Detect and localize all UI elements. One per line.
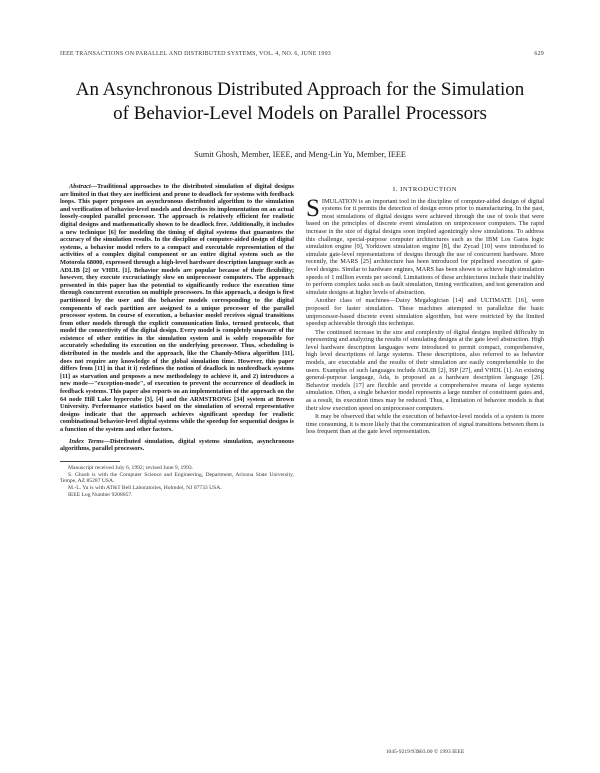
footnote-received: Manuscript received July 6, 1992; revised June 9, 1993. [68, 464, 194, 471]
index-terms-text: —Distributed simulation, digital systems simulation, asynchronous algorithms, parallel processors. [60, 437, 294, 453]
footnote-rule [60, 461, 120, 462]
footnote-author-ghosh: S. Ghosh is with the Computer Science and Engineering, Department, Arizona State University, Tempe, AZ 85287 USA. [60, 471, 294, 485]
intro-paragraph-text: IMULATION is an important tool in the discipline of computer-aided design of digital systems for it permits the detection of design errors prior to manufacturing. In the past, most simulations of digital designs were achieved through the use of tools that were based on the principles of discrete event simulation on uniprocessor computers. The rapid increase in the size of digital designs soon implied agonizingly slow simulations. To address this challenge, special-purpose computer architectures such as the IBM Los Gatos logic simulation engine [9], Yorktown simulation engine [8], the Zycad [10] were introduced to simulate gate-level representations of designs through the use of concurrent hardware. More recently, the MARS [25] architecture has been introduced for pipelined execution of gate-level designs. Similar to hardware engines, MARS has been shown to achieve high simulation speeds of 1 million events per second. Limitations of these architectures include their inability to perform complex tasks such as fault simulation, timing verification, and test generation and simulate designs at higher levels of abstraction. [306, 197, 544, 296]
footnote-author-yu: M.-L. Yu is with AT&T Bell Laboratories, Holmdel, NJ 07733 USA. [68, 485, 222, 492]
drop-cap: S [306, 194, 320, 222]
footnote-log-number: IEEE Log Number 9208857. [68, 491, 133, 498]
running-head [60, 51, 544, 57]
right-column [306, 183, 544, 436]
page-number: 629 [534, 51, 544, 57]
issn-line: 1045-9219/93$03.00 © 1993 IEEE [385, 749, 465, 755]
journal-name: IEEE TRANSACTIONS ON PARALLEL AND DISTRIBUTED SYSTEMS, VOL. 4, NO. 6, JUNE 1993 [60, 51, 331, 57]
body-paragraph: Another class of machines—Daisy Megalogician [14] and ULTIMATE [16], were proposed for faster simulation. These machines attempted to parallelize the basic uniprocessor-based discrete event simulation algorithm, but were restricted by the limited speedup achievable through this technique. [306, 297, 544, 328]
body-paragraph: It may be observed that while the execution of behavior-level models of a system is more time consuming, it is more likely that the communication of signal transitions between them is less frequent than at the gate level representation. [306, 413, 545, 436]
abstract-label: Abstract [69, 183, 91, 190]
left-column [60, 183, 294, 499]
index-terms-label: Index Terms [69, 437, 104, 445]
abstract [60, 183, 294, 434]
paper-authors: Sumit Ghosh, Member, IEEE, and Meng-Lin Yu, Member, IEEE [194, 150, 406, 159]
paper-title: An Asynchronous Distributed Approach for the Simulation of Behavior-Level Models on Parallel Processors [75, 79, 525, 124]
index-terms [60, 438, 294, 453]
body-paragraph: The continued increase in the size and complexity of digital designs implied difficulty in representing and analyzing the results of simulating designs at the gate level abstraction. High level hardware description languages were introduced to permit compact, comprehensive, high level descriptions of large systems. These descriptions, also referred to as behavior models, are executable and the results of their simulation are easily comprehensible to the users. Examples of such languages include ADLIB [2], ISP [27], and VHDL [1]. An existing general-purpose language, Ada, is proposed as a hardware description language [26]. Behavior models [17] are flexible and provide a comprehensive means of large systems simulation. Often, a single behavior model represents a large number of constituent gates and, as a result, its execution times may be reduced. Thus, a limitation of behavior models is that their slow execution speed on uniprocessor computers. [306, 328, 544, 412]
abstract-text: —Traditional approaches to the distributed simulation of digital designs are limited in that they are inefficient and prone to deadlock for systems with feedback loops. This paper proposes an asynchronous distributed algorithm to the simulation and verification of behavior-level models and describes its implementation on an actual loosely-coupled parallel processor. The approach is relatively efficient for realistic digital designs and mathematically shown to be deadlock free. Additionally, it includes a new technique [6] for modeling the timing of digital systems that guarantees the accuracy of the simulation results. In the discipline of computer-aided design of digital systems, a behavior model refers to a compact and executable representation of the activities of a complex digital component or an entire digital system such as the Motorola 68000, expressed through a high-level hardware description language such as ADLIB [2] or VHDL [1]. Behavior models are popular because of their flexibility; however, they execute excruciatingly slow on uniprocessor computers. The approach presented in this paper has the potential to significantly reduce the execution time through concurrent execution on multiple processors. In this approach, a design is first partitioned by the user and the behavior models corresponding to the digital components of each partition are assigned to a unique processor of the parallel processor system. In course of execution, a behavior model receives signal transitions from other models through the explicit communication links, termed protocols, that model the connectivity of the digital design. Every model is completely unaware of the existence of other entities in the simulation system and is solely responsible for accurately scheduling its execution on the underlying processor. Thus, scheduling is distributed in the models and the approach, like the Chandy-Misra algorithm [11], does not require any knowledge of the global simulation time. However, this paper differs from [11] in that it i) redefines the notion of deadlock in nonfeedback systems [11] as starvation and proposes a new methodology to achieve it, and 2) introduces a new mode—"exception-mode", of execution to prevent the occurrence of deadlock in feedback systems. This paper also reports on an implementation of the approach on the 64 node Hill Lake hypercube [3], [4] and the ARMSTRONG [34] system at Brown University. Performance statistics based on the simulation of several representative designs indicate that the approach achieves significant speedup for realistic combinational behavior-level digital systems while the speedup for sequential designs is a function of the system and other factors. [60, 183, 294, 433]
intro-paragraph [306, 194, 544, 297]
section-heading: I. INTRODUCTION [392, 186, 458, 193]
